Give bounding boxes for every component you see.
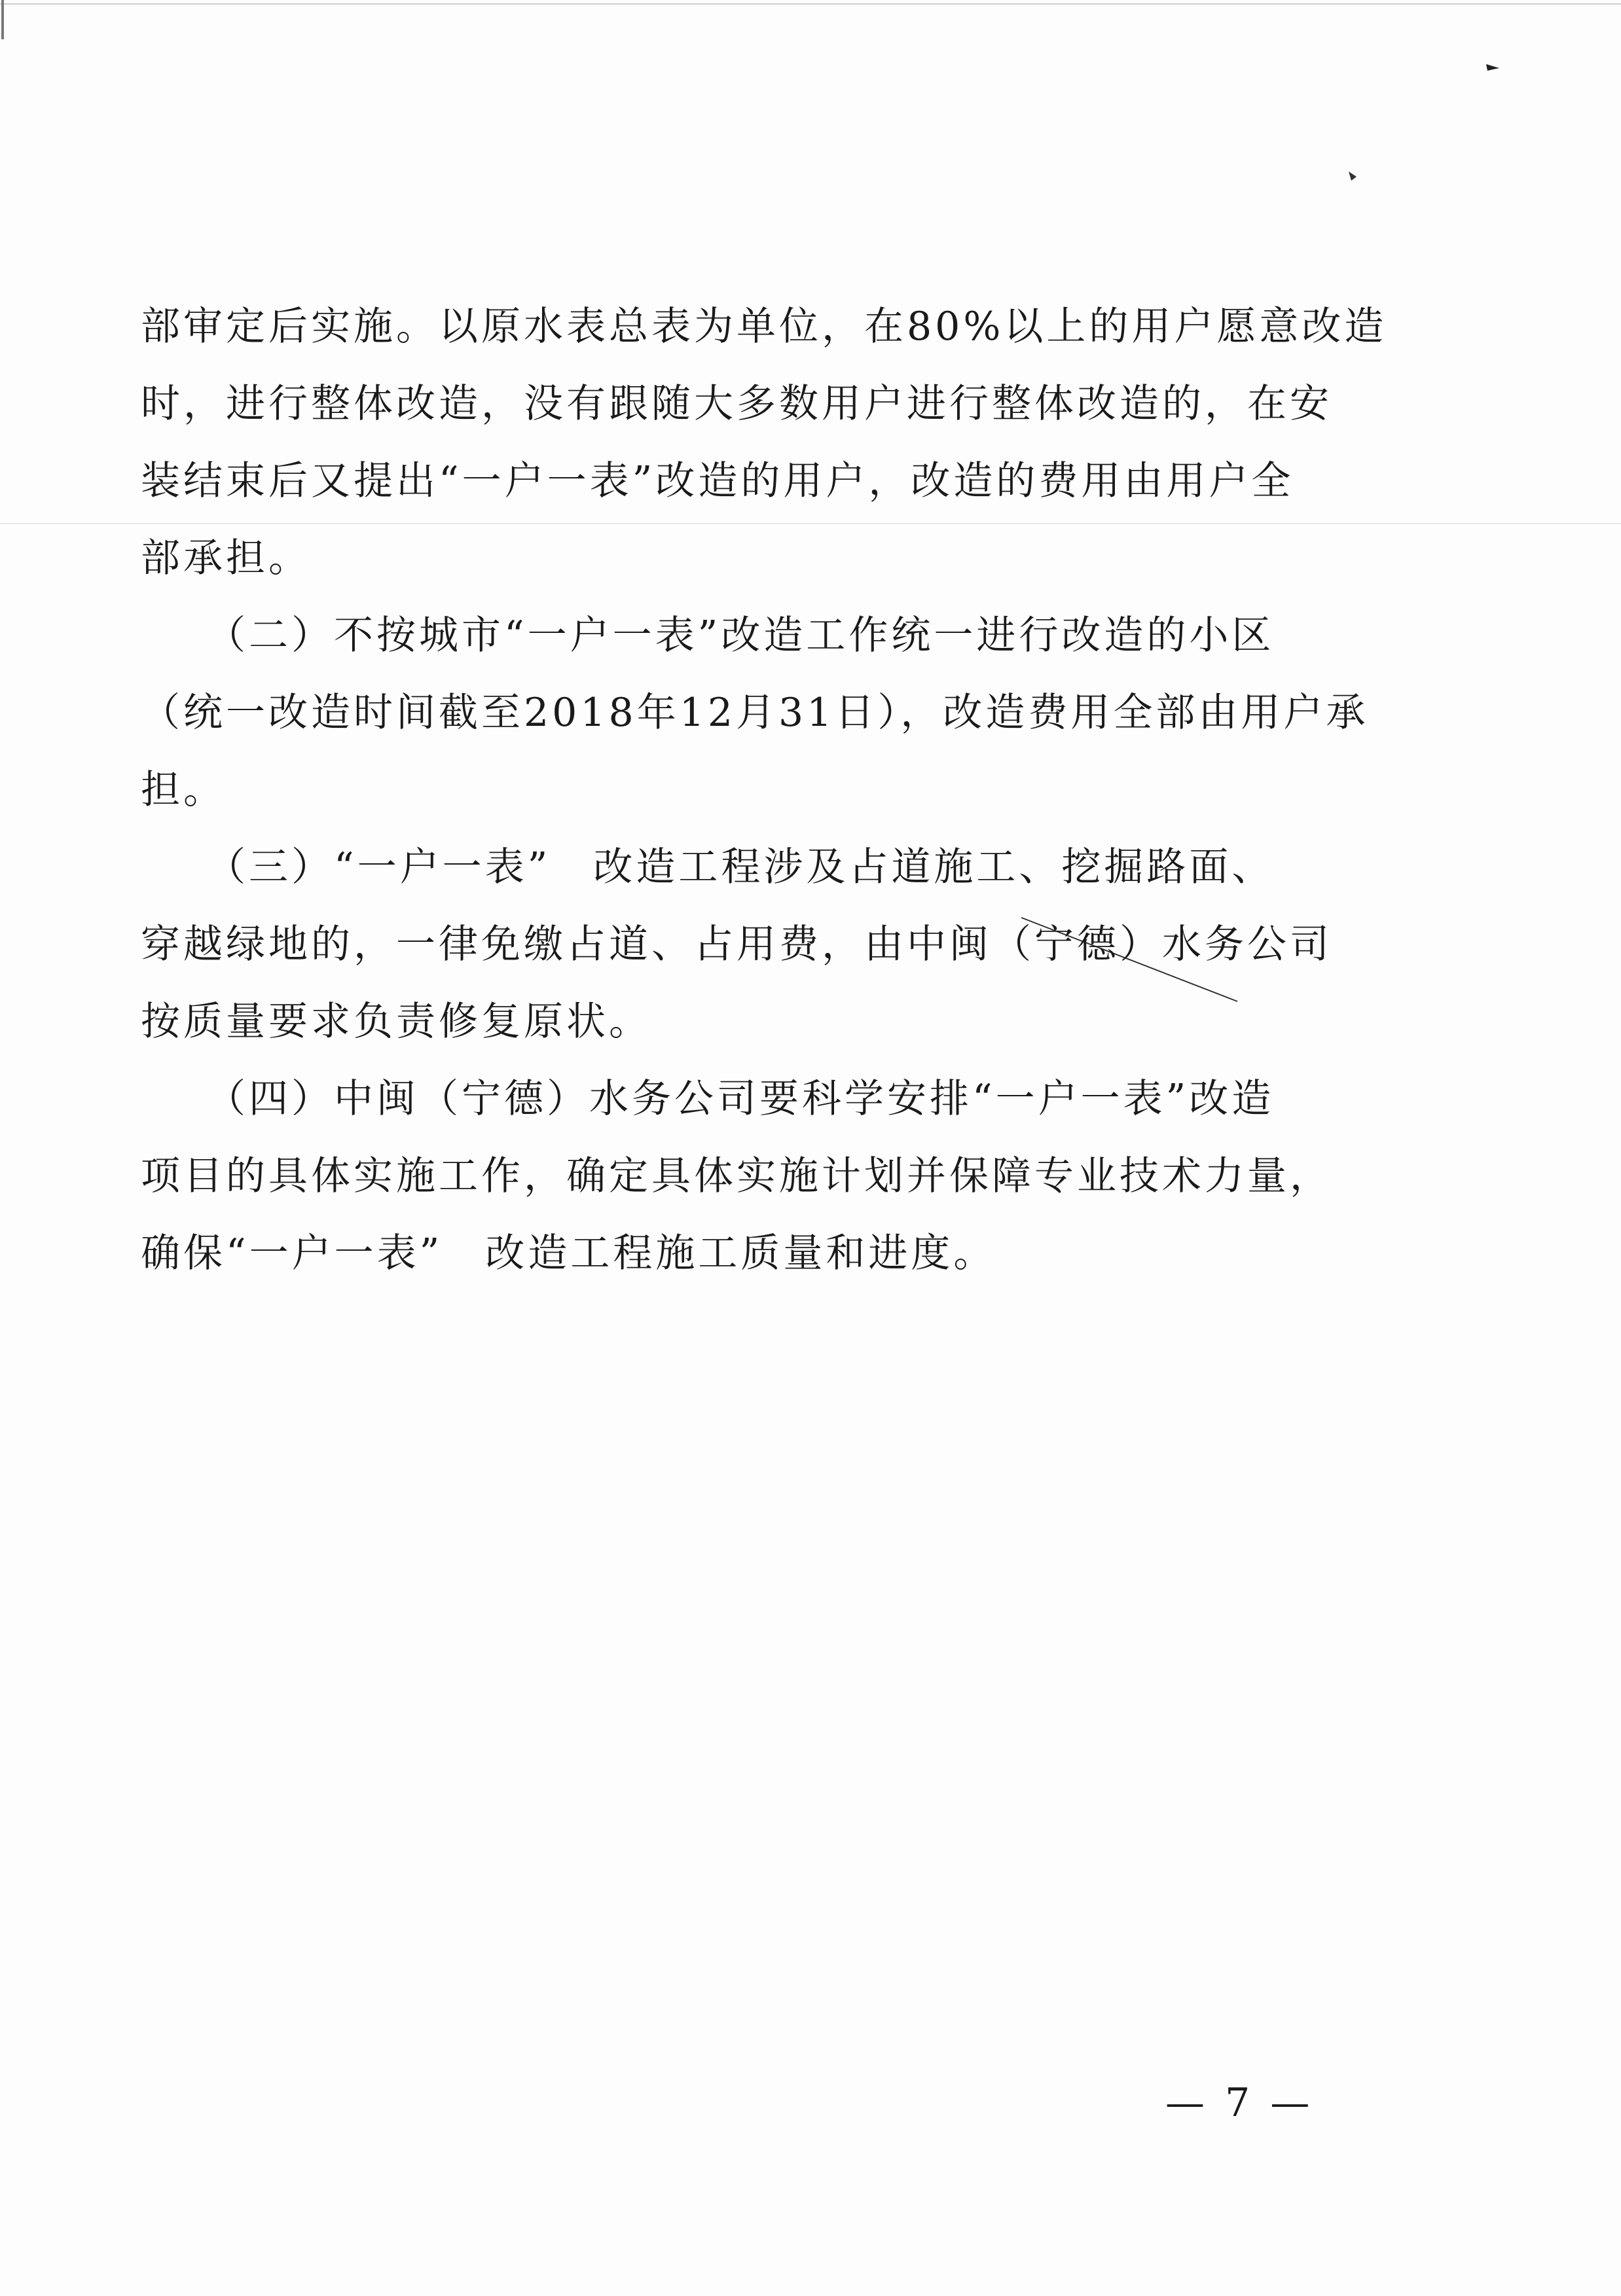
- text-line: 担。: [141, 767, 226, 813]
- page-number: — 7 —: [1165, 2080, 1314, 2126]
- body-text: [141, 288, 1529, 1292]
- text-line: 确保“一户一表” 改造工程施工质量和进度。: [141, 1230, 996, 1276]
- text-line: 时，进行整体改造，没有跟随大多数用户进行整体改造的，在安: [141, 381, 1332, 427]
- text-line: 穿越绿地的，一律免缴占道、占用费，由中闽（宁德）水务公司: [141, 922, 1332, 967]
- text-line: 按质量要求负责修复原状。: [141, 999, 651, 1045]
- scan-mark-right: [1349, 171, 1357, 181]
- text-line: （统一改造时间截至2018年12月31日），改造费用全部由用户承: [141, 690, 1369, 736]
- paragraph-two-line: （二）不按城市“一户一表”改造工作统一进行改造的小区: [141, 613, 1275, 658]
- text-line: 部承担。: [141, 535, 311, 581]
- paragraph-four-line: （四）中闽（宁德）水务公司要科学安排“一户一表”改造: [141, 1076, 1275, 1122]
- text-line: 项目的具体实施工作，确定具体实施计划并保障专业技术力量，: [141, 1153, 1332, 1199]
- text-line: 装结束后又提出“一户一表”改造的用户，改造的费用由用户全: [141, 458, 1294, 504]
- scan-mark-top-right: [1486, 64, 1499, 71]
- text-line: 部审定后实施。以原水表总表为单位，在80%以上的用户愿意改造: [141, 304, 1387, 350]
- paragraph-three-line: （三）“一户一表” 改造工程涉及占道施工、挖掘路面、: [141, 844, 1275, 890]
